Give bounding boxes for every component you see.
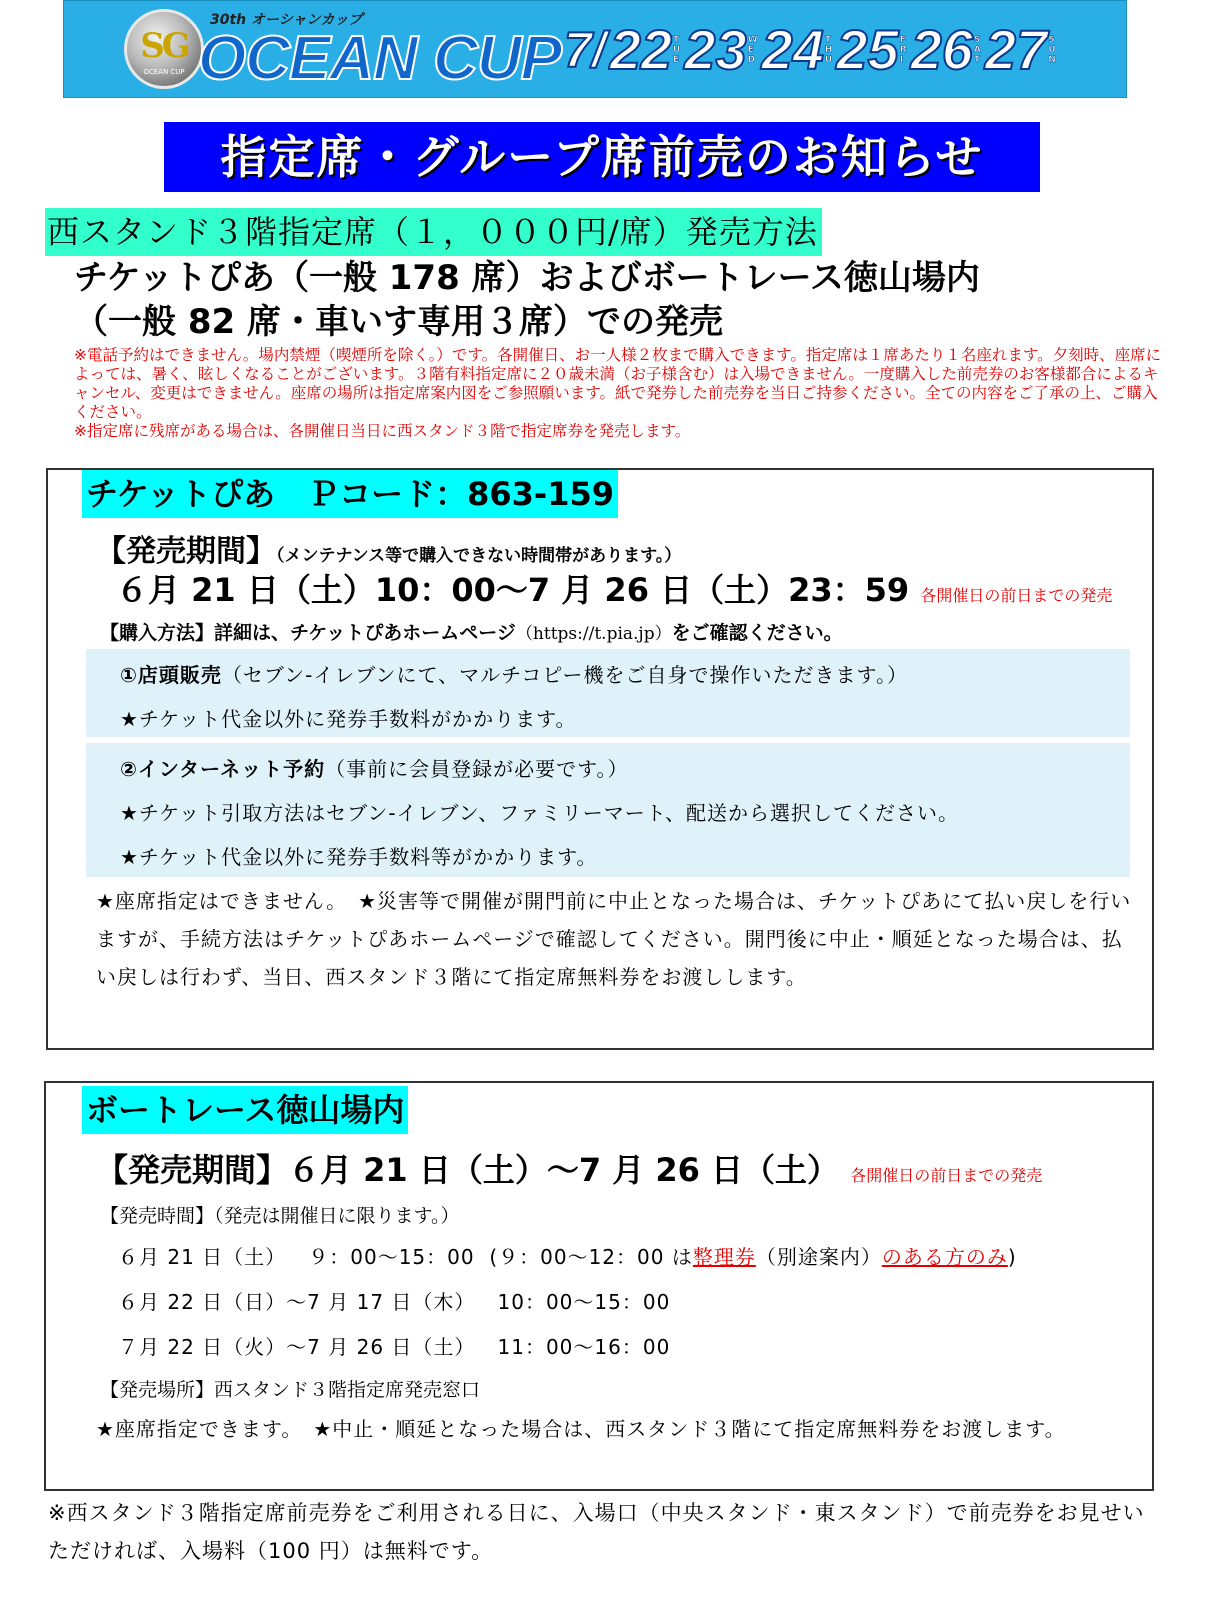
method-heading: 【購入方法】 bbox=[100, 622, 215, 644]
date-day: 25 bbox=[836, 18, 899, 81]
schedule-extra-post: ) bbox=[1007, 1245, 1017, 1269]
purchase-method bbox=[100, 618, 843, 649]
store-sales-panel bbox=[86, 649, 1130, 737]
schedule-time: 11：00〜16：00 bbox=[497, 1335, 671, 1359]
logo-text: SG bbox=[140, 26, 188, 66]
date-dow: T H U bbox=[824, 35, 833, 65]
internet-sales-title-line bbox=[120, 753, 629, 785]
date-dow: S U N bbox=[1048, 35, 1056, 65]
boatrace-venue-label: ボートレース徳山場内 bbox=[82, 1086, 408, 1134]
date-item bbox=[911, 15, 981, 85]
store-sales-fee: ★チケット代金以外に発券手数料がかかります。 bbox=[120, 707, 577, 731]
date-dow: W E D bbox=[747, 35, 758, 65]
schedule-date: ６月 21 日（土） bbox=[118, 1245, 287, 1269]
caution-text-remaining-seats: ※指定席に残席がある場合は、各開催日当日に西スタンド３階で指定席券を発売します。 bbox=[74, 422, 691, 440]
logo-sub-text: OCEAN CUP bbox=[143, 68, 185, 76]
month-prefix: 7/ bbox=[564, 22, 606, 78]
schedule-date: ６月 22 日（日）〜7 月 17 日（木） bbox=[118, 1290, 476, 1314]
sales-hours-heading: 【発売時間】（発売は開催日に限ります。） bbox=[100, 1205, 460, 1227]
date-item bbox=[836, 15, 906, 85]
sales-location: 【発売場所】西スタンド３階指定席発売窓口 bbox=[100, 1379, 481, 1401]
page-title: 指定席・グループ席前売のお知らせ bbox=[164, 122, 1040, 192]
internet-sales-panel bbox=[86, 743, 1130, 877]
boat-period-text: 【発売期間】６月 21 日（土）〜7 月 26 日（土） bbox=[96, 1151, 840, 1189]
method-tail: をご確認ください。 bbox=[671, 622, 843, 644]
admission-footer-note: ※西スタンド３階指定席前売券をご利用される日に、入場口（中央スタンド・東スタンド）で前売券をお見せいただければ、入場料（100 円）は無料です。 bbox=[48, 1501, 1145, 1563]
boat-period-suffix: 各開催日の前日までの発売 bbox=[850, 1166, 1043, 1185]
period-suffix: 各開催日の前日までの発売 bbox=[920, 586, 1113, 605]
schedule-row bbox=[118, 1285, 670, 1319]
date-dow: F R I bbox=[899, 35, 907, 65]
date-item bbox=[610, 15, 681, 85]
schedule-time: ９：00〜15：00 bbox=[308, 1245, 475, 1269]
date-day: 27 bbox=[984, 18, 1048, 81]
pia-notes: ★座席指定はできません。 ★災害等で開催が開門前に中止となった場合は、チケットぴあにて払い戻しを行いますが、手続方法はチケットぴあホームページで確認してください。開門後に中止・順延となった場合は、払い戻しは行わず、当日、西スタンド３階にて指定席無料券をお渡しします。 bbox=[96, 889, 1132, 989]
date-dow: S A T bbox=[973, 35, 981, 65]
schedule-extra-mid: （別途案内） bbox=[755, 1245, 882, 1269]
ticket-pia-label: チケットぴあ Ｐコード：863-159 bbox=[82, 470, 618, 518]
caution-text: ※電話予約はできません。場内禁煙（喫煙所を除く。）です。各開催日、お一人様２枚まで購入できます。指定席は１席あたり１名座れます。夕刻時、座席によっては、暑く、眩しくなることがございます。３階有料指定席に２０歳未満（お子様含む）は入場できません。一度購入した前売券のお客様都合によるキャンセル、変更はできません。座席の場所は指定席案内図をご参照願います。紙で発券した前売券を当日ご持参ください。全ての内容をご了承の上、ご購入ください。 bbox=[74, 346, 1162, 421]
west-stand-heading: 西スタンド３階指定席（１，０００円/席）発売方法 bbox=[45, 208, 822, 256]
date-day: 24 bbox=[761, 18, 824, 81]
internet-sales-title: ②インターネット予約 bbox=[120, 757, 326, 781]
schedule-date: ７月 22 日（火）〜7 月 26 日（土） bbox=[118, 1335, 476, 1359]
numbered-ticket-text: 整理券 bbox=[692, 1245, 756, 1269]
caution-notes bbox=[74, 346, 1164, 441]
store-sales-title-line bbox=[120, 659, 908, 691]
date-dow: T U E bbox=[673, 35, 681, 65]
method-text: 詳細は、チケットぴあホームページ bbox=[214, 622, 516, 644]
date-item bbox=[684, 15, 757, 85]
pia-period-dates bbox=[116, 566, 1112, 620]
banner-subtitle: 30th オーシャンカップ bbox=[210, 12, 363, 28]
boat-period bbox=[96, 1146, 1042, 1200]
boat-notes: ★座席指定できます。 ★中止・順延となった場合は、西スタンド３階にて指定席無料券をお渡します。 bbox=[96, 1417, 1066, 1441]
internet-sales-note: （事前に会員登録が必要です。） bbox=[325, 757, 629, 781]
date-item bbox=[762, 15, 833, 85]
date-day: 26 bbox=[910, 18, 973, 81]
date-day: 23 bbox=[684, 18, 747, 81]
date-item bbox=[985, 15, 1056, 85]
internet-sales-fee: ★チケット代金以外に発券手数料等がかかります。 bbox=[120, 845, 598, 869]
sales-summary-line2: （一般 82 席・車いす専用３席）での発売 bbox=[74, 302, 723, 342]
schedule-time: 10：00〜15：00 bbox=[497, 1290, 671, 1314]
ticket-pickup-note: ★チケット引取方法はセブン‐イレブン、ファミリーマート、配送から選択してください。 bbox=[120, 801, 959, 825]
holders-only-text: のある方のみ bbox=[881, 1245, 1008, 1269]
period-heading-text: 【発売期間】 bbox=[96, 534, 276, 569]
sg-logo bbox=[124, 9, 204, 89]
banner-dates bbox=[564, 15, 1060, 85]
pia-url-link[interactable]: （https://t.pia.jp） bbox=[515, 624, 672, 644]
store-sales-note: （セブン‐イレブンにて、マルチコピー機をご自身で操作いただきます。） bbox=[221, 663, 908, 687]
banner-title: OCEAN CUP bbox=[198, 24, 562, 93]
maintenance-note: （メンテナンス等で購入できない時間帯があります。） bbox=[276, 546, 682, 566]
schedule-row bbox=[118, 1330, 670, 1364]
store-sales-title: ①店頭販売 bbox=[120, 663, 222, 687]
schedule-row bbox=[118, 1240, 1017, 1274]
schedule-extra: (９：00〜12：00 は bbox=[489, 1245, 693, 1269]
event-banner bbox=[63, 0, 1127, 98]
sales-summary-line1: チケットぴあ（一般 178 席）およびボートレース徳山場内 bbox=[74, 258, 980, 298]
date-day: 22 bbox=[609, 18, 672, 81]
period-dates-text: ６月 21 日（土）10：00〜7 月 26 日（土）23：59 bbox=[116, 571, 910, 609]
